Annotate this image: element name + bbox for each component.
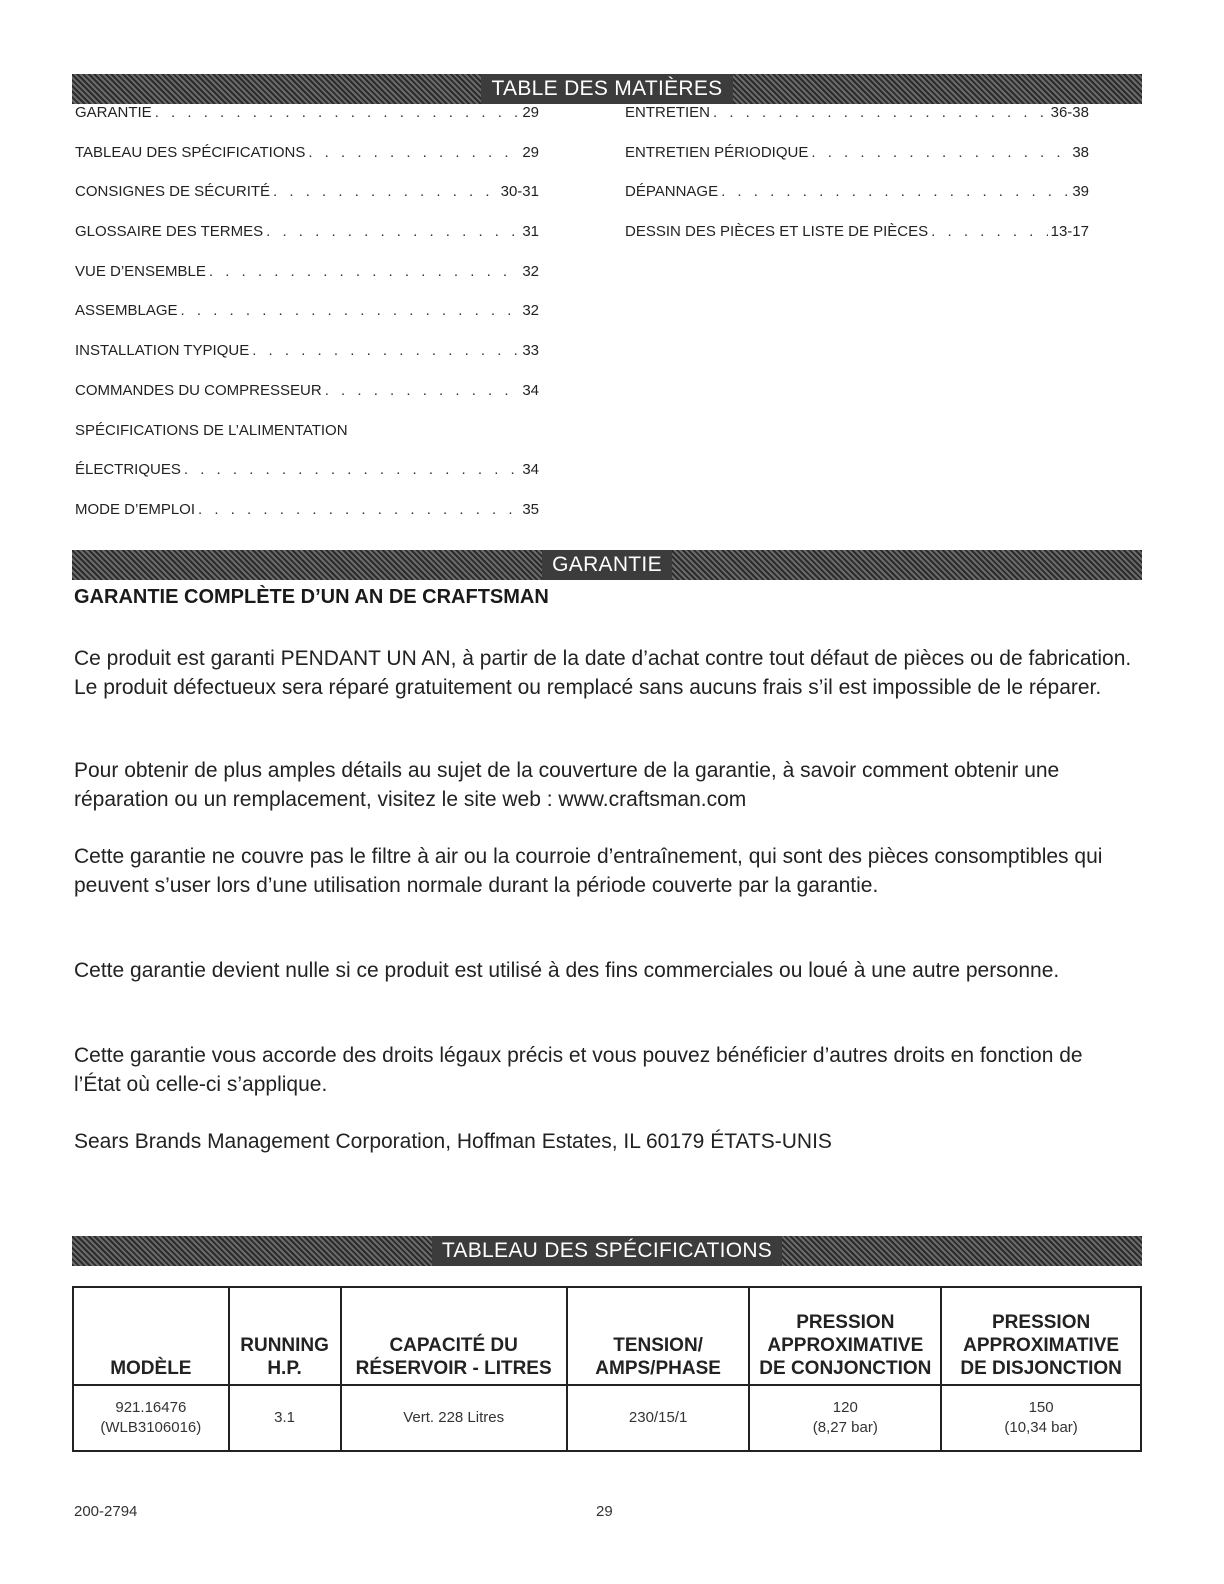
specs-data-row: [73, 1385, 1141, 1451]
header-tank-capacity: CAPACITÉ DU RÉSERVOIR - LITRES: [341, 1287, 567, 1385]
toc-item[interactable]: GARANTIE . . . 29: [75, 104, 539, 144]
toc-item[interactable]: COMMANDES DU COMPRESSEUR . . . 34: [75, 382, 539, 422]
toc-item[interactable]: ÉLECTRIQUES . . . 34: [75, 461, 539, 501]
toc-right-column: [625, 104, 1089, 263]
toc-item[interactable]: VUE D’ENSEMBLE . . . 32: [75, 263, 539, 303]
doc-number: 200-2794: [74, 1503, 138, 1520]
header-running-hp: RUNNING H.P.: [229, 1287, 341, 1385]
warranty-paragraph: Pour obtenir de plus amples détails au sujet de la couverture de la garantie, à savoir comment obtenir une réparation ou un remplacement, visitez le site web : www.craftsman.com: [74, 759, 1060, 811]
toc-item[interactable]: ASSEMBLAGE . . . 32: [75, 302, 539, 342]
toc-item[interactable]: CONSIGNES DE SÉCURITÉ . . . 30-31: [75, 183, 539, 223]
specs-banner-title: TABLEAU DES SPÉCIFICATIONS: [432, 1236, 782, 1266]
warranty-heading: GARANTIE COMPLÈTE D’UN AN DE CRAFTSMAN: [74, 586, 549, 608]
warranty-paragraph: Cette garantie devient nulle si ce produit est utilisé à des fins commerciales ou loué à une autre personne.: [74, 959, 1060, 982]
toc-item[interactable]: DÉPANNAGE . . . 39: [625, 183, 1089, 223]
header-model: MODÈLE: [73, 1287, 229, 1385]
cell-cut-out-pressure: 150 (10,34 bar): [941, 1385, 1141, 1451]
header-cut-in-pressure: PRESSION APPROXIMATIVE DE CONJONCTION: [749, 1287, 941, 1385]
toc-item[interactable]: INSTALLATION TYPIQUE . . . 33: [75, 342, 539, 382]
warranty-paragraph: Sears Brands Management Corporation, Hoffman Estates, IL 60179 ÉTATS-UNIS: [74, 1130, 832, 1153]
toc-item[interactable]: GLOSSAIRE DES TERMES . . . 31: [75, 223, 539, 263]
toc-item[interactable]: ENTRETIEN PÉRIODIQUE . . . 38: [625, 144, 1089, 184]
toc-item[interactable]: DESSIN DES PIÈCES ET LISTE DE PIÈCES . . . 13-17: [625, 223, 1089, 263]
toc-item[interactable]: TABLEAU DES SPÉCIFICATIONS . . . 29: [75, 144, 539, 184]
header-cut-out-pressure: PRESSION APPROXIMATIVE DE DISJONCTION: [941, 1287, 1141, 1385]
specs-banner: [72, 1236, 1142, 1266]
specs-table: [72, 1286, 1142, 1452]
toc-banner: [72, 74, 1142, 104]
toc-item[interactable]: SPÉCIFICATIONS DE L’ALIMENTATION: [75, 421, 348, 439]
specs-header-row: [73, 1287, 1141, 1385]
warranty-paragraph: Cette garantie vous accorde des droits légaux précis et vous pouvez bénéficier d’autres droits en fonction de l’État où celle-ci s’applique.: [74, 1044, 1083, 1096]
warranty-banner-title: GARANTIE: [542, 550, 672, 580]
toc-item[interactable]: ENTRETIEN . . . 36-38: [625, 104, 1089, 144]
toc-title: TABLE DES MATIÈRES: [481, 74, 732, 104]
warranty-paragraph: Ce produit est garanti PENDANT UN AN, à partir de la date d’achat contre tout défaut de pièces ou de fabrication. Le produit défectueux sera réparé gratuitement ou remplacé sans aucuns frais s’il est impossible de le réparer.: [74, 647, 1132, 699]
cell-cut-in-pressure: 120 (8,27 bar): [749, 1385, 941, 1451]
cell-voltage: 230/15/1: [567, 1385, 750, 1451]
header-voltage: TENSION/ AMPS/PHASE: [567, 1287, 750, 1385]
toc-left-column: [75, 104, 539, 541]
cell-running-hp: 3.1: [229, 1385, 341, 1451]
page-number: 29: [596, 1503, 613, 1520]
cell-tank-capacity: Vert. 228 Litres: [341, 1385, 567, 1451]
cell-model: 921.16476 (WLB3106016): [73, 1385, 229, 1451]
toc-item[interactable]: MODE D’EMPLOI . . . 35: [75, 501, 539, 541]
warranty-paragraph: Cette garantie ne couvre pas le filtre à air ou la courroie d’entraînement, qui sont des pièces consomptibles qui peuvent s’user lors d’une utilisation normale durant la période couverte par la garantie.: [74, 845, 1103, 897]
warranty-banner: [72, 550, 1142, 580]
